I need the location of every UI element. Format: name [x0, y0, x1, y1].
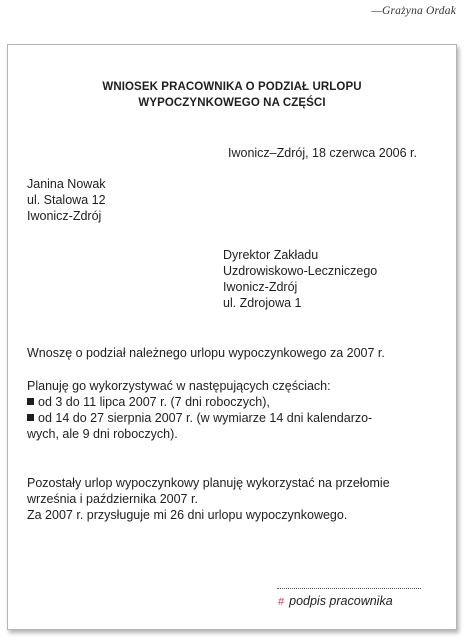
document-sheet [7, 44, 457, 630]
square-bullet-icon [27, 398, 34, 405]
request-paragraph: Wnoszę o podział należnego urlopu wypoczynkowego za 2007 r. [27, 346, 385, 360]
list-item-text: od 3 do 11 lipca 2007 r. (7 dni roboczych), [38, 395, 270, 409]
remaining-leave-paragraph [27, 475, 390, 523]
square-bullet-icon [27, 414, 34, 421]
list-item-text: od 14 do 27 sierpnia 2007 r. (w wymiarze 14 dni kalendarzo- [38, 411, 373, 425]
sender-street: ul. Stalowa 12 [27, 193, 106, 207]
signature-line [277, 588, 421, 589]
recipient-address [223, 247, 377, 311]
list-item [27, 410, 372, 426]
recipient-line: ul. Zdrojowa 1 [223, 296, 302, 310]
recipient-line: Dyrektor Zakładu [223, 248, 319, 262]
signature-caption [278, 594, 393, 608]
recipient-line: Uzdrowiskowo-Leczniczego [223, 264, 378, 278]
plan-intro: Planuję go wykorzystywać w następujących częściach: [27, 379, 331, 393]
sender-city: Iwonicz-Zdrój [27, 209, 102, 223]
paragraph-line: Za 2007 r. przysługuje mi 26 dni urlopu wypoczynkowego. [27, 508, 348, 522]
plan-paragraph [27, 378, 372, 442]
recipient-line: Iwonicz-Zdrój [223, 280, 298, 294]
paragraph-line: Pozostały urlop wypoczynkowy planuję wykorzystać na przełomie [27, 476, 390, 490]
title-line: WYPOCZYNKOWEGO NA CZĘŚCI [138, 97, 326, 109]
author-credit: —Grażyna Ordak [371, 5, 456, 17]
signature-mark: # [278, 596, 285, 608]
document-title [8, 79, 456, 111]
place-date: Iwonicz–Zdrój, 18 czerwca 2006 r. [228, 146, 417, 160]
title-line: WNIOSEK PRACOWNIKA O PODZIAŁ URLOPU [102, 81, 362, 93]
list-item-continuation: wych, ale 9 dni roboczych). [27, 427, 178, 441]
list-item [27, 394, 372, 410]
sender-address [27, 176, 106, 224]
paragraph-line: września i października 2007 r. [27, 492, 198, 506]
signature-label: podpis pracownika [289, 594, 393, 608]
sender-name: Janina Nowak [27, 177, 106, 191]
